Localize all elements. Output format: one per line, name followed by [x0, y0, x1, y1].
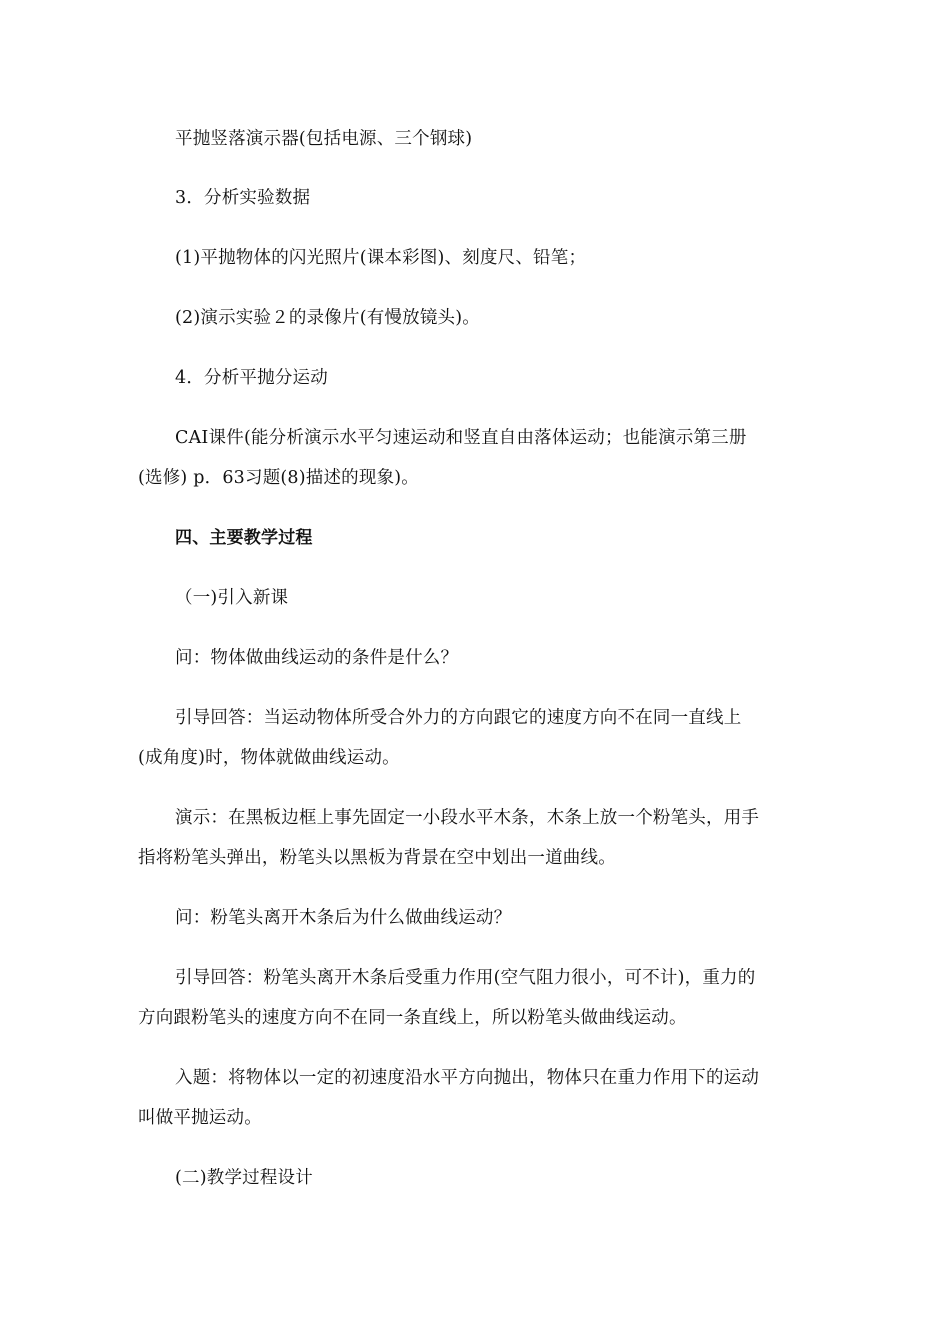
paragraph-item-1: (1)平抛物体的闪光照片(课本彩图)、刻度尺、铅笔；: [175, 248, 587, 268]
paragraph-demo-line-1: 演示：在黑板边框上事先固定一小段水平木条，木条上放一个粉笔头，用手: [175, 808, 760, 828]
subheading-intro: （一)引入新课: [175, 588, 289, 608]
paragraph-answer-2-line-2: 方向跟粉笔头的速度方向不在同一条直线上，所以粉笔头做曲线运动。: [138, 1008, 687, 1028]
paragraph-demo-line-2: 指将粉笔头弹出，粉笔头以黑板为背景在空中划出一道曲线。: [138, 848, 616, 868]
paragraph-answer-2-line-1: 引导回答：粉笔头离开木条后受重力作用(空气阻力很小，可不计)，重力的: [175, 968, 756, 988]
paragraph-question-2: 问：粉笔头离开木条后为什么做曲线运动？: [175, 908, 512, 928]
heading-analyze-data: 3．分析实验数据: [175, 188, 311, 208]
heading-analyze-motion: 4．分析平抛分运动: [175, 368, 328, 388]
paragraph-topic-line-2: 叫做平抛运动。: [138, 1108, 262, 1128]
subheading-process-design: (二)教学过程设计: [175, 1168, 313, 1188]
paragraph-cai-line-2: (选修) p．63习题(8)描述的现象)。: [138, 468, 420, 488]
paragraph-question-1: 问：物体做曲线运动的条件是什么？: [175, 648, 459, 668]
paragraph-cai-line-1: CAI课件(能分析演示水平匀速运动和竖直自由落体运动；也能演示第三册: [175, 428, 747, 448]
section-heading-main-process: 四、主要教学过程: [175, 528, 313, 548]
paragraph-topic-line-1: 入题：将物体以一定的初速度沿水平方向抛出，物体只在重力作用下的运动: [175, 1068, 760, 1088]
paragraph-item-2: (2)演示实验２的录像片(有慢放镜头)。: [175, 308, 480, 328]
paragraph-answer-1-line-2: (成角度)时，物体就做曲线运动。: [138, 748, 400, 768]
paragraph-apparatus: 平抛竖落演示器(包括电源、三个钢球): [175, 129, 473, 149]
paragraph-answer-1-line-1: 引导回答：当运动物体所受合外力的方向跟它的速度方向不在同一直线上: [175, 708, 742, 728]
